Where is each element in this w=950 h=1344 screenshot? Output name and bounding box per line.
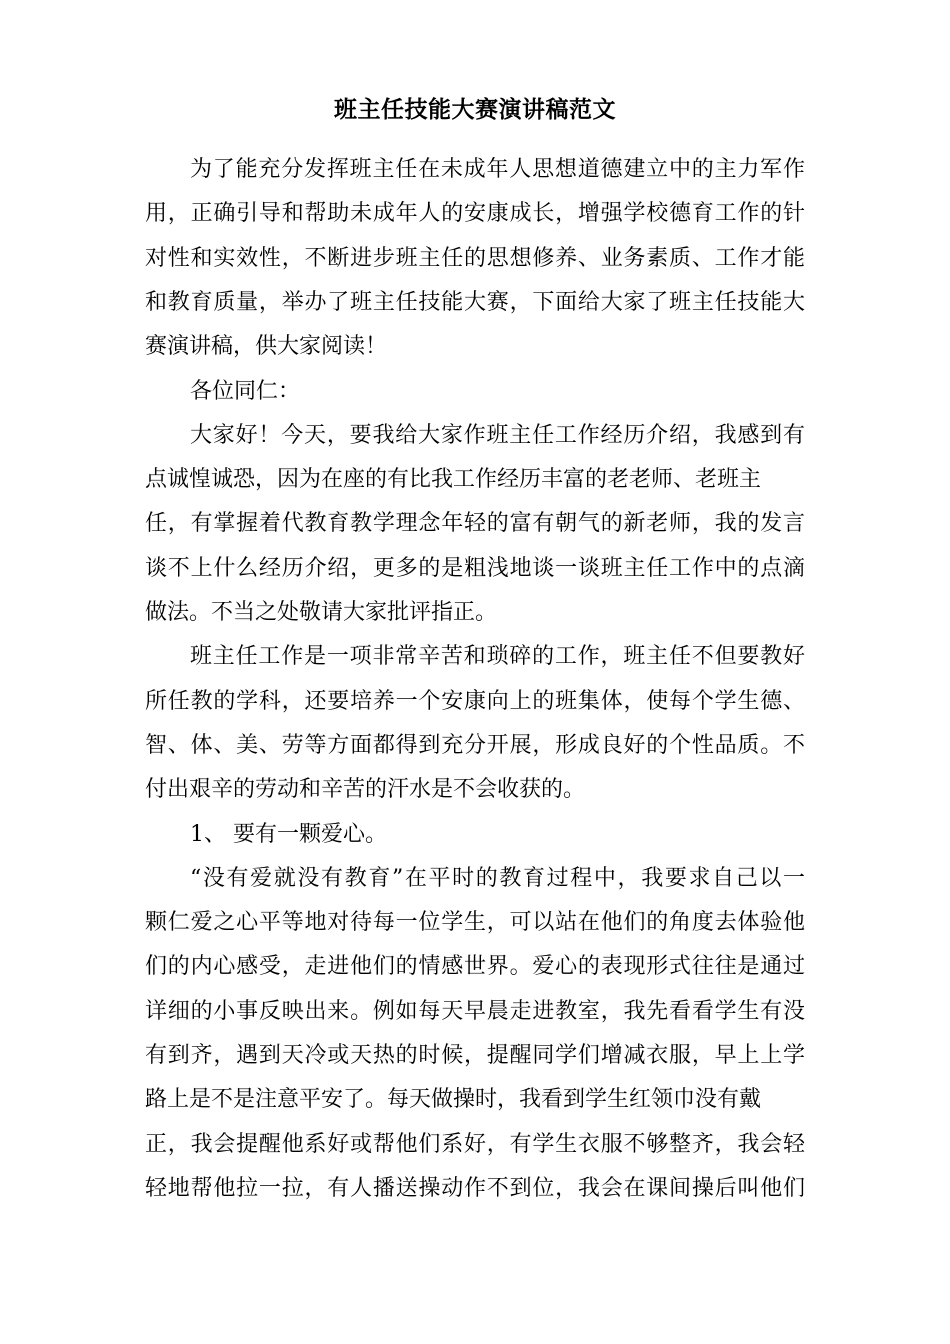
text-line: 路上是不是注意平安了。每天做操时，我看到学生红领巾没有戴 (145, 1087, 762, 1113)
text-line: 谈不上什么经历介绍，更多的是粗浅地谈一谈班主任工作中的点滴 (145, 555, 805, 581)
text-line: 赛演讲稿，供大家阅读！ (145, 334, 388, 360)
text-line: 智、体、美、劳等方面都得到充分开展，形成良好的个性品质。不 (145, 732, 805, 758)
text-line: 们的内心感受，走进他们的情感世界。爱心的表现形式往往是通过 (145, 954, 805, 980)
text-line: 对性和实效性，不断进步班主任的思想修养、业务素质、工作才能 (145, 245, 805, 271)
text-line: 有到齐，遇到天冷或天热的时候，提醒同学们增减衣服，早上上学 (145, 1043, 805, 1068)
text-line: 大家好！今天，要我给大家作班主任工作经历介绍，我感到有 (190, 422, 805, 448)
text-line: 和教育质量，举办了班主任技能大赛，下面给大家了班主任技能大 (145, 289, 805, 315)
text-line: 详细的小事反映出来。例如每天早晨走进教室，我先看看学生有没 (145, 998, 805, 1024)
text-line: 班主任工作是一项非常辛苦和琐碎的工作，班主任不但要教好 (190, 644, 805, 670)
document-title: 班主任技能大赛演讲稿范文 (334, 96, 616, 123)
text-line: 1、 要有一颗爱心。 (190, 821, 387, 847)
text-line: 点诚惶诚恐，因为在座的有比我工作经历丰富的老老师、老班主 (145, 467, 762, 493)
text-line: 所任教的学科，还要培养一个安康向上的班集体，使每个学生德、 (145, 688, 805, 714)
text-line: 各位同仁： (190, 378, 301, 404)
text-line: 轻地帮他拉一拉，有人播送操动作不到位，我会在课间操后叫他们 (145, 1175, 805, 1201)
text-line: 做法。不当之处敬请大家批评指正。 (145, 600, 498, 625)
text-line: 颗仁爱之心平等地对待每一位学生，可以站在他们的角度去体验他 (145, 910, 805, 936)
text-line: 为了能充分发挥班主任在未成年人思想道德建立中的主力军作 (190, 157, 805, 182)
text-line: 任，有掌握着代教育教学理念年轻的富有朝气的新老师，我的发言 (145, 511, 805, 537)
text-line: 用，正确引导和帮助未成年人的安康成长，增强学校德育工作的针 (145, 201, 805, 227)
text-line: 正，我会提醒他系好或帮他们系好，有学生衣服不够整齐，我会轻 (145, 1131, 805, 1157)
text-line: “没有爱就没有教育”在平时的教育过程中，我要求自己以一 (190, 865, 805, 891)
text-line: 付出艰辛的劳动和辛苦的汗水是不会收获的。 (145, 777, 586, 803)
